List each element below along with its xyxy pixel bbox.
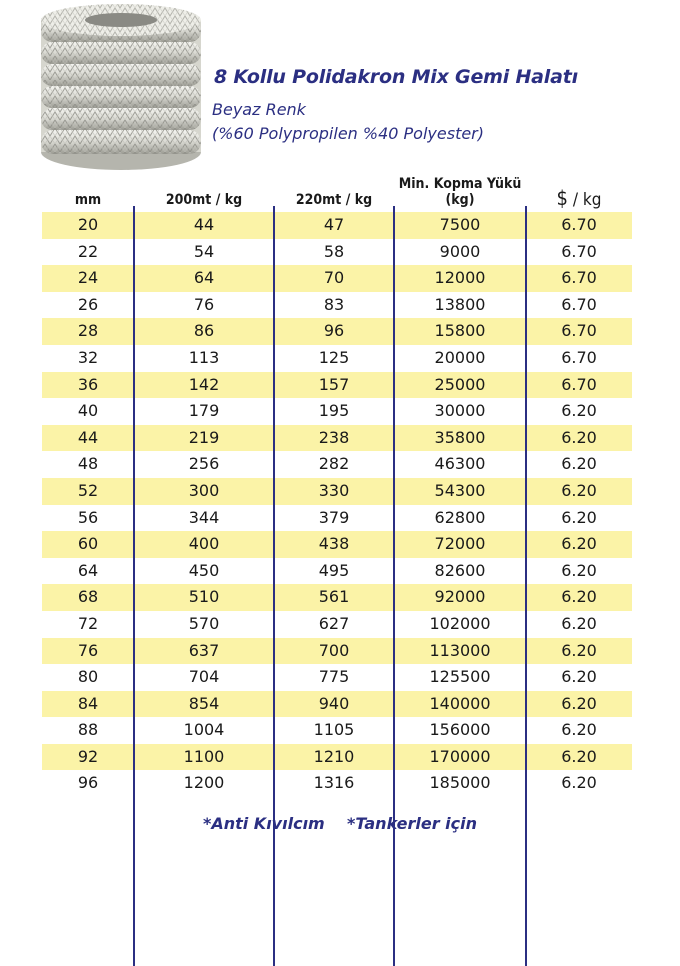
cell-price: 6.20 [561,587,597,607]
cell-220mt-kg: 379 [318,507,350,527]
footer-notes [0,814,680,833]
cell-price: 6.20 [561,773,597,793]
cell-mm: 68 [77,587,99,607]
cell-220mt-kg: 438 [318,534,350,554]
column-divider [273,206,275,966]
cell-mm: 32 [77,347,99,367]
cell-break-load: 156000 [429,720,491,740]
cell-mm: 60 [77,534,99,554]
cell-break-load: 140000 [429,693,491,713]
cell-220mt-kg: 561 [318,587,350,607]
cell-price: 6.20 [561,693,597,713]
cell-220mt-kg: 238 [318,427,350,447]
cell-220mt-kg: 83 [323,294,345,314]
header-break-load [394,176,526,208]
cell-break-load: 62800 [434,507,486,527]
table-row [42,664,632,691]
cell-220mt-kg: 47 [323,215,345,234]
header-mm: mm [74,192,102,208]
cell-mm: 56 [77,507,99,527]
table-row [42,265,632,292]
cell-200mt-kg: 256 [188,454,220,474]
table-row [42,691,632,718]
note-tankers: *Tankerler için [347,814,478,833]
product-composition: (%60 Polypropilen %40 Polyester) [212,124,484,143]
cell-break-load: 113000 [429,640,491,660]
cell-200mt-kg: 1200 [183,773,225,793]
cell-price: 6.70 [561,241,597,261]
table-row [42,292,632,319]
cell-mm: 52 [77,480,99,500]
cell-200mt-kg: 113 [188,347,220,367]
cell-220mt-kg: 700 [318,640,350,660]
table-row [42,611,632,638]
cell-220mt-kg: 495 [318,560,350,580]
cell-200mt-kg: 400 [188,534,220,554]
cell-220mt-kg: 1105 [313,720,355,740]
cell-200mt-kg: 854 [188,693,220,713]
table-row [42,744,632,771]
cell-break-load: 35800 [434,427,486,447]
cell-mm: 44 [77,427,99,447]
cell-price: 6.20 [561,720,597,740]
cell-200mt-kg: 344 [188,507,220,527]
cell-price: 6.20 [561,401,597,421]
cell-220mt-kg: 627 [318,613,350,633]
cell-price: 6.20 [561,507,597,527]
header-price-unit: / kg [568,190,602,210]
cell-break-load: 185000 [429,773,491,793]
cell-mm: 22 [77,241,99,261]
header-220mt-kg: 220mt / kg [295,192,373,208]
cell-mm: 88 [77,720,99,740]
cell-break-load: 72000 [434,534,486,554]
cell-break-load: 9000 [439,241,481,261]
table-row [42,239,632,266]
cell-200mt-kg: 76 [193,294,215,314]
cell-200mt-kg: 179 [188,401,220,421]
cell-break-load: 125500 [429,667,491,687]
cell-price: 6.20 [561,613,597,633]
header-break-load-line1: Min. Kopma Yükü [398,176,522,192]
cell-price: 6.20 [561,454,597,474]
column-divider [525,206,527,966]
cell-200mt-kg: 219 [188,427,220,447]
cell-mm: 28 [77,321,99,341]
cell-price: 6.70 [561,374,597,394]
cell-price: 6.20 [561,534,597,554]
cell-200mt-kg: 300 [188,480,220,500]
rope-coil-icon [40,0,202,172]
cell-mm: 24 [77,268,99,288]
column-divider [133,206,135,966]
cell-220mt-kg: 775 [318,667,350,687]
cell-200mt-kg: 450 [188,560,220,580]
cell-break-load: 13800 [434,294,486,314]
product-title: 8 Kollu Polidakron Mix Gemi Halatı [214,66,578,88]
table-row [42,372,632,399]
header-price [526,186,632,210]
cell-200mt-kg: 1100 [183,746,225,766]
cell-200mt-kg: 44 [193,215,215,234]
cell-mm: 36 [77,374,99,394]
cell-mm: 76 [77,640,99,660]
cell-200mt-kg: 64 [193,268,215,288]
cell-mm: 40 [77,401,99,421]
cell-220mt-kg: 1210 [313,746,355,766]
table-row [42,212,632,239]
note-anti-spark: *Anti Kıvılcım [202,814,325,833]
table-row [42,770,632,797]
cell-mm: 92 [77,746,99,766]
cell-break-load: 46300 [434,454,486,474]
cell-220mt-kg: 330 [318,480,350,500]
table-row [42,345,632,372]
cell-220mt-kg: 282 [318,454,350,474]
cell-200mt-kg: 637 [188,640,220,660]
cell-break-load: 7500 [439,215,481,234]
cell-price: 6.20 [561,667,597,687]
table-row [42,558,632,585]
cell-price: 6.70 [561,321,597,341]
cell-220mt-kg: 195 [318,401,350,421]
spec-table [42,162,632,797]
table-row [42,318,632,345]
cell-220mt-kg: 1316 [313,773,355,793]
cell-200mt-kg: 510 [188,587,220,607]
cell-price: 6.20 [561,480,597,500]
cell-mm: 96 [77,773,99,793]
table-header [42,162,632,212]
cell-220mt-kg: 157 [318,374,350,394]
table-row [42,451,632,478]
cell-200mt-kg: 1004 [183,720,225,740]
cell-mm: 80 [77,667,99,687]
cell-break-load: 15800 [434,321,486,341]
cell-mm: 48 [77,454,99,474]
cell-mm: 20 [77,215,99,234]
cell-break-load: 20000 [434,347,486,367]
table-row [42,478,632,505]
table-row [42,505,632,532]
table-row [42,638,632,665]
cell-220mt-kg: 70 [323,268,345,288]
cell-break-load: 12000 [434,268,486,288]
dollar-sign: $ [556,186,568,210]
cell-200mt-kg: 54 [193,241,215,261]
cell-break-load: 54300 [434,480,486,500]
table-row [42,425,632,452]
table-row [42,717,632,744]
cell-200mt-kg: 704 [188,667,220,687]
cell-price: 6.20 [561,560,597,580]
cell-break-load: 82600 [434,560,486,580]
cell-mm: 72 [77,613,99,633]
cell-220mt-kg: 940 [318,693,350,713]
cell-price: 6.70 [561,347,597,367]
table-row [42,584,632,611]
table-row [42,398,632,425]
cell-220mt-kg: 58 [323,241,345,261]
cell-price: 6.70 [561,215,597,234]
table-body [42,212,632,797]
column-divider [393,206,395,966]
cell-break-load: 30000 [434,401,486,421]
cell-mm: 84 [77,693,99,713]
cell-break-load: 170000 [429,746,491,766]
cell-break-load: 102000 [429,613,491,633]
cell-price: 6.70 [561,294,597,314]
cell-mm: 64 [77,560,99,580]
product-color: Beyaz Renk [212,100,306,119]
cell-price: 6.20 [561,640,597,660]
cell-break-load: 25000 [434,374,486,394]
cell-200mt-kg: 142 [188,374,220,394]
header-200mt-kg: 200mt / kg [165,192,243,208]
cell-220mt-kg: 96 [323,321,345,341]
table-row [42,531,632,558]
cell-200mt-kg: 570 [188,613,220,633]
cell-price: 6.20 [561,746,597,766]
cell-price: 6.70 [561,268,597,288]
cell-220mt-kg: 125 [318,347,350,367]
cell-mm: 26 [77,294,99,314]
cell-200mt-kg: 86 [193,321,215,341]
cell-price: 6.20 [561,427,597,447]
header-break-load-line2: (kg) [445,192,475,208]
cell-break-load: 92000 [434,587,486,607]
